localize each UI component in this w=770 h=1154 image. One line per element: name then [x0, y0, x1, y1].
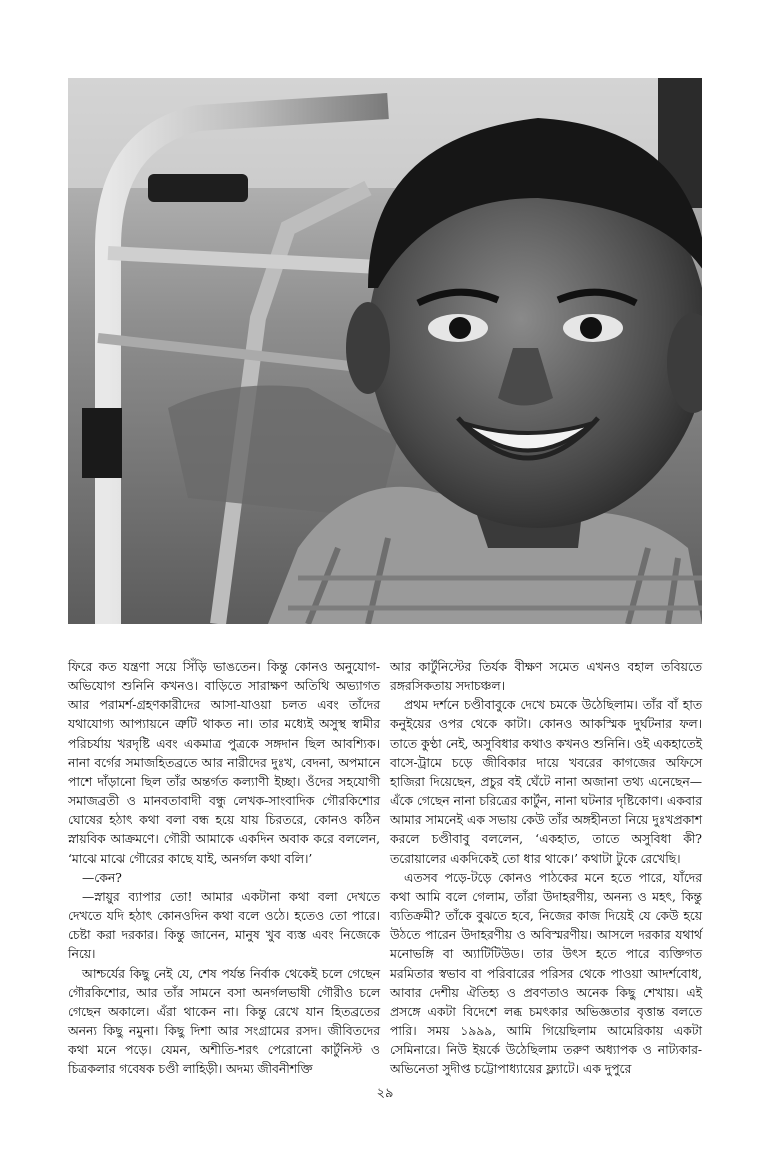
- page-number: ২৯: [376, 1086, 394, 1101]
- paragraph: এতসব পড়ে-টড়ে কোনও পাঠকের মনে হতে পারে, যাঁদের কথা আমি বলে গেলাম, তাঁরা উদাহরণীয়, অনন্য ও মহৎ, কিন্তু ব্যতিক্রমী? তাঁকে বুঝতে হবে, নিজের কাজ দিয়েই যে কেউ হয়ে উঠতে পারেন উদাহরণীয় ও অবিস্মরণীয়। আসলে দরকার যথার্থ মনোভঙ্গি বা অ্যাটিটিউড। তার উৎস হতে পারে ব্যক্তিগত মরমিতার স্বভাব বা পরিবারের পরিসর থেকে পাওয়া আদর্শবোধ, আবার দেশীয় ঐতিহ্য ও প্রবণতাও অনেক কিছু শেখায়। এই প্রসঙ্গে একটা বিদেশে লব্ধ চমৎকার অভিজ্ঞতার বৃত্তান্ত বলতে পারি। সময় ১৯৯৯, আমি গিয়েছিলাম আমেরিকায় একটা সেমিনারে। নিউ ইয়র্কে উঠেছিলাম তরুণ অধ্যাপক ও নাট্যকার-অভিনেতা সুদীপ্ত চট্টোপাধ্যায়ের ফ্ল্যাটে। এক দুপুরে: [390, 870, 702, 1077]
- paragraph: —কেন?: [82, 870, 122, 885]
- left-text-column: [68, 658, 380, 1079]
- right-text-column: [390, 658, 702, 1079]
- paragraph: আর কার্টুনিস্টের তির্যক বীক্ষণ সমেত এখনও বহাল তবিয়তে রঙ্গরসিকতায় সদাচঞ্চল।: [390, 660, 702, 694]
- paragraph: প্রথম দর্শনে চণ্ডীবাবুকে দেখে চমকে উঠেছিলাম। তাঁর বাঁ হাত কনুইয়ের ওপর থেকে কাটা। কোনও আকস্মিক দুর্ঘটনার ফল। তাতে কুণ্ঠা নেই, অসুবিধার কথাও কখনও শুনিনি। ওই একহাতেই বাসে-ট্রামে চড়ে জীবিকার দায়ে খবরের কাগজের অফিসে হাজিরা দিয়েছেন, প্রচুর বই ঘেঁটে নানা অজানা তথ্য এনেছেন—এঁকে গেছেন নানা চরিত্রের কার্টুন, নানা ঘটনার দৃষ্টিকোণ। একবার আমার সামনেই এক সভায় কেউ তাঁর অঙ্গহীনতা নিয়ে দুঃখপ্রকাশ করলে চণ্ডীবাবু বললেন, ‘একহাত, তাতে অসুবিধা কী? তরোয়ালের একদিকেই তো ধার থাকে।’ কথাটা টুকে রেখেছি।: [390, 698, 702, 866]
- smiling-boy-photo: [68, 78, 702, 624]
- paragraph: ফিরে কত যন্ত্রণা সয়ে সিঁড়ি ভাঙতেন। কিন্তু কোনও অনুযোগ-অভিযোগ শুনিনি কখনও। বাড়িতে সারাক্ষণ অতিথি অভ্যাগত আর পরামর্শ-গ্রহণকারীদের আসা-যাওয়া চলত এবং তাঁদের যথাযোগ্য আপ্যায়নে ত্রুটি থাকত না। তার মধ্যেই অসুস্থ স্বামীর পরিচর্যায় খরদৃষ্টি এবং একমাত্র পুত্রকে সঙ্গদান ছিল আবশ্যিক। নানা বর্গের সমাজহিতব্রতে আর নারীদের দুঃখ, বেদনা, অপমানে পাশে দাঁড়ানো ছিল তাঁর অন্তর্গত কল্যাণী ইচ্ছা। ওঁদের সহযোগী সমাজব্রতী ও মানবতাবাদী বন্ধু লেখক-সাংবাদিক গৌরকিশোর ঘোষের হঠাৎ কথা বলা বন্ধ হয়ে যায় চিরতরে, কোনও কঠিন স্নায়বিক আক্রমণে। গৌরী আমাকে একদিন অবাক করে বললেন, ‘মাঝে মাঝে গৌরের কাছে যাই, অনর্গল কথা বলি।’: [68, 660, 380, 866]
- paragraph: আশ্চর্যের কিছু নেই যে, শেষ পর্যন্ত নির্বাক থেকেই চলে গেছেন গৌরকিশোর, আর তাঁর সামনে বসা অনর্গলভাষী গৌরীও চলে গেছেন অকালে। এঁরা থাকেন না। কিন্তু রেখে যান হিতব্রতের অনন্য কিছু নমুনা। কিছু দিশা আর সংগ্রামের রসদ। জীবিতদের কথা মনে পড়ে। যেমন, অশীতি-শরৎ পেরোনো কার্টুনিস্ট ও চিত্রকলার গবেষক চণ্ডী লাহিড়ী। অদম্য জীবনীশক্তি: [68, 966, 380, 1077]
- paragraph: —স্নায়ুর ব্যাপার তো! আমার একটানা কথা বলা দেখতে দেখতে যদি হঠাৎ কোনওদিন কথা বলে ওঠে। হতেও তো পারে। চেষ্টা করা দরকার। কিন্তু জানেন, মানুষ খুব ব্যস্ত এবং নিজেকে নিয়ে।: [68, 889, 380, 962]
